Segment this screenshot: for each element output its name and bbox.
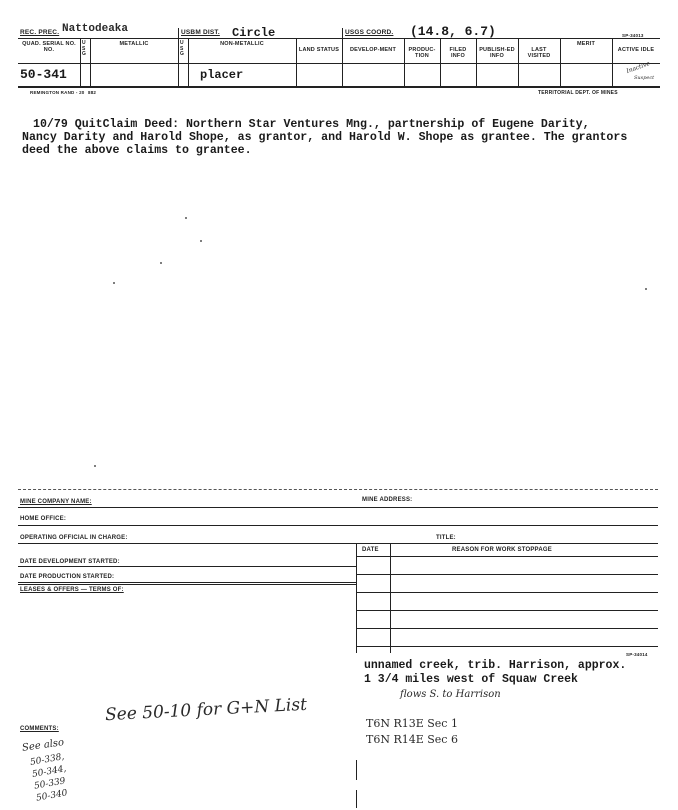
home-office-label: HOME OFFICE: [20,516,67,522]
date-col-header: DATE [362,547,379,553]
active-idle-note: Suspect [634,75,655,81]
mine-company-name-label: MINE COMPANY NAME: [20,499,92,505]
usbm-dist-value: Circle [232,26,276,40]
see-also-item-1: 50-338, [29,752,66,768]
township-1: T6N R13E Sec 1 [366,717,458,730]
col-metallic: METALLIC [119,41,149,47]
mine-address-label: MINE ADDRESS: [362,497,413,503]
col-quad-serial: QUAD. SERIAL NO. NO. [22,41,76,53]
reason-col-header: REASON FOR WORK STOPPAGE [452,547,552,553]
col-development: DEVELOP-MENT [349,47,397,53]
rec-prec-value: Nattodeaka [62,23,129,35]
col-usg-2: U S G [180,40,185,57]
location-line-1: unnamed creek, trib. Harrison, approx. [364,659,627,672]
form-number-top: SP-34013 [622,33,644,38]
col-land-status: LAND STATUS [298,47,340,53]
deed-line-2: Nancy Darity and Harold Shope, as grantor, and Harold W. Shope as grantee. The grantors [22,131,628,144]
footer-strip-code: 882 [88,90,97,95]
record-non-metallic: placer [200,68,244,82]
col-non-metallic: NON-METALLIC [220,41,264,47]
see-also-item-2: 50-344, [31,764,68,780]
see-also-item-3: 50-339 [33,776,67,792]
col-active-idle: ACTIVE IDLE [617,47,655,53]
see-also-item-4: 50-340 [35,788,69,804]
deed-line-3: deed the above claims to grantee. [22,144,252,157]
title-label: TITLE: [436,535,456,541]
footer-strip-left: REMINGTON RAND - 20 [30,90,85,95]
col-production: PRODUC-TION [408,47,436,59]
date-prod-started-label: DATE PRODUCTION STARTED: [20,574,115,580]
form-number-bottom: SP-34014 [626,652,648,657]
see-ref-note: See 50-10 for G+N List [104,694,308,726]
deed-line-1: 10/79 QuitClaim Deed: Northern Star Ventures Mng., partnership of Eugene Darity, [33,118,590,131]
usgs-coord-label: USGS COORD. [345,29,394,36]
location-line-2: 1 3/4 miles west of Squaw Creek [364,673,578,686]
rec-prec-label: REC. PREC. [20,29,60,36]
column-rule [18,63,660,64]
leases-offers-label: LEASES & OFFERS — TERMS OF: [20,587,124,593]
col-published-info: PUBLISH-ED INFO [479,47,515,59]
record-rule [18,86,660,88]
col-filed-info: FILED INFO [449,47,467,59]
see-also-title: See also [21,737,65,754]
header-rule [18,38,660,39]
col-merit: MERIT [576,41,596,47]
flows-note: flows S. to Harrison [400,689,501,700]
record-serial: 50-341 [20,67,67,82]
usgs-coord-value: (14.8, 6.7) [410,24,496,39]
operating-official-label: OPERATING OFFICIAL IN CHARGE: [20,535,128,541]
usbm-dist-label: USBM DIST. [181,29,220,36]
footer-strip-right: TERRITORIAL DEPT. OF MINES [538,90,618,96]
township-2: T6N R14E Sec 6 [366,733,458,746]
col-usg-1: U S G [82,40,87,57]
col-last-visited: LAST VISITED [527,47,551,59]
active-idle-mark: Inactive [625,60,651,75]
date-dev-started-label: DATE DEVELOPMENT STARTED: [20,559,120,565]
comments-label: COMMENTS: [20,726,59,732]
